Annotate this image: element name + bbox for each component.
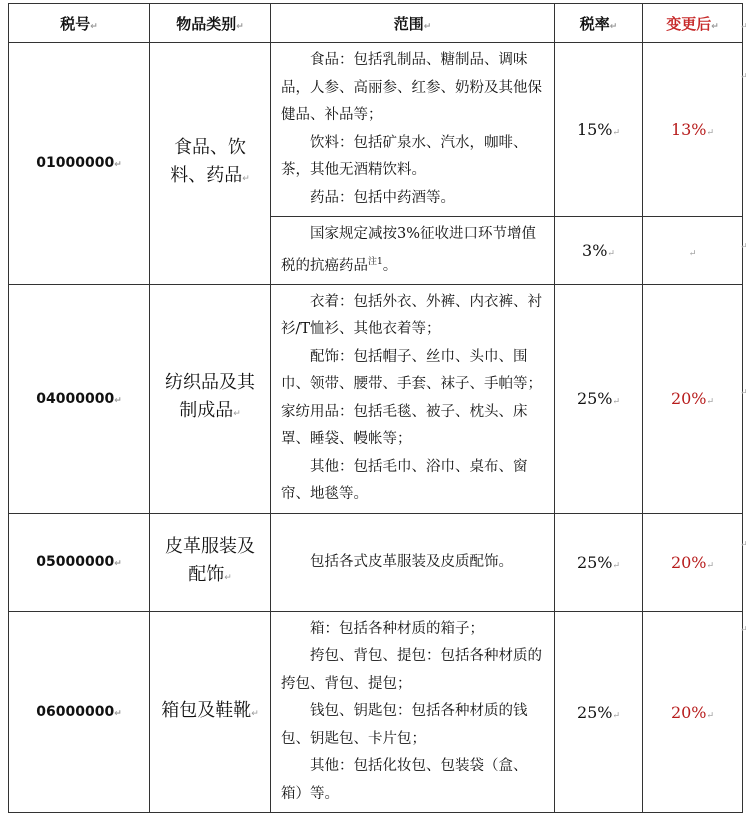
- paragraph-mark-icon: ↵: [224, 572, 232, 583]
- changed-rate-value: 20%: [670, 702, 707, 722]
- paragraph-mark-icon: ↵: [114, 559, 122, 570]
- tax-code: 05000000: [36, 554, 115, 571]
- header-tax-code: [9, 4, 150, 43]
- header-changed: [643, 4, 743, 43]
- paragraph-mark-icon: ↵: [740, 625, 748, 635]
- paragraph-mark-icon: ↵: [706, 128, 715, 138]
- rate-cell: [555, 217, 643, 285]
- tax-rate-table: [8, 3, 743, 813]
- changed-rate-value: 20%: [670, 552, 707, 572]
- scope-line: 挎包、背包、提包：包括各种材质的挎包、背包、提包；: [281, 648, 542, 692]
- changed-rate-cell: [643, 513, 743, 611]
- rate-cell: [555, 513, 643, 611]
- rate-value: 3%: [582, 240, 608, 260]
- table-row: [9, 284, 743, 513]
- paragraph-mark-icon: ↵: [423, 21, 432, 32]
- scope-cell: [271, 43, 555, 217]
- scope-cell: [271, 217, 555, 285]
- paragraph-mark-icon: ↵: [740, 72, 748, 82]
- header-row: [9, 4, 743, 43]
- tax-code: 04000000: [36, 390, 115, 407]
- header-rate: [555, 4, 643, 43]
- paragraph-mark-icon: ↵: [612, 560, 621, 571]
- paragraph-mark-icon: ↵: [740, 540, 748, 550]
- header-scope-label: 范围: [393, 14, 424, 33]
- category-cell: [150, 43, 271, 285]
- changed-rate-cell: [643, 611, 743, 813]
- category-cell: [150, 611, 271, 813]
- table-row: [9, 513, 743, 611]
- paragraph-mark-icon: ↵: [706, 560, 715, 571]
- header-category-label: 物品类别: [176, 14, 237, 33]
- header-tax-code-label: 税号: [60, 14, 91, 33]
- category-label: 箱包及鞋靴: [161, 699, 252, 721]
- tax-code-cell: [9, 611, 150, 813]
- scope-line: 钱包、钥匙包：包括各种材质的钱包、钥匙包、卡片包；: [281, 703, 528, 747]
- changed-rate-cell: [643, 43, 743, 217]
- paragraph-mark-icon: ↵: [242, 173, 250, 184]
- paragraph-mark-icon: ↵: [740, 22, 748, 32]
- paragraph-mark-icon: ↵: [236, 21, 244, 32]
- paragraph-mark-icon: ↵: [607, 248, 615, 259]
- category-label: 纺织品及其制成品: [165, 372, 255, 422]
- header-changed-label: 变更后: [666, 14, 712, 33]
- paragraph-mark-icon: ↵: [233, 409, 241, 420]
- changed-rate-cell: [643, 217, 743, 285]
- scope-cell: [271, 513, 555, 611]
- scope-text: 国家规定减按3%征收进口环节增值税的抗癌药品: [281, 226, 537, 274]
- paragraph-mark-icon: ↵: [114, 160, 122, 171]
- scope-line: 其他：包括毛巾、浴巾、桌布、窗帘、地毯等。: [281, 458, 528, 503]
- scope-cell: [271, 611, 555, 813]
- tax-code-cell: [9, 43, 150, 285]
- scope-line: 食品：包括乳制品、糖制品、调味品，人参、高丽参、红参、奶粉及其他保健品、补品等；: [281, 52, 542, 123]
- tax-code-cell: [9, 284, 150, 513]
- paragraph-mark-icon: ↵: [612, 397, 621, 408]
- paragraph-mark-icon: ↵: [612, 710, 621, 721]
- rate-value: 25%: [576, 389, 613, 409]
- paragraph-mark-icon: ↵: [90, 21, 98, 32]
- paragraph-mark-icon: ↵: [251, 708, 259, 719]
- tax-code-cell: [9, 513, 150, 611]
- paragraph-mark-icon: ↵: [711, 21, 719, 32]
- changed-rate-value: 13%: [670, 120, 707, 139]
- scope-line: 包括各式皮革服装及皮质配饰。: [310, 553, 513, 570]
- footnote-mark: 注1: [368, 256, 383, 267]
- scope-line: 其他：包括化妆包、包装袋（盒、箱）等。: [281, 758, 528, 802]
- header-rate-label: 税率: [579, 14, 610, 33]
- scope-text-end: 。: [382, 257, 398, 274]
- category-label: 食品、饮料、药品: [170, 136, 246, 186]
- rate-value: 15%: [576, 120, 613, 139]
- scope-line: 配饰：包括帽子、丝巾、头巾、围巾、领带、腰带、手套、袜子、手帕等；家纺用品：包括毛毯、被子、枕头、床罩、睡袋、幔帐等；: [281, 348, 542, 448]
- paragraph-mark-icon: ↵: [740, 388, 748, 398]
- category-label: 皮革服装及配饰: [165, 535, 255, 585]
- tariff-document: [8, 3, 742, 802]
- paragraph-mark-icon: ↵: [612, 128, 621, 138]
- paragraph-mark-icon: ↵: [114, 395, 122, 406]
- rate-value: 25%: [576, 702, 613, 722]
- category-cell: [150, 513, 271, 611]
- rate-cell: [555, 611, 643, 813]
- margin-paragraph-marks: [740, 0, 750, 794]
- scope-cell: [271, 284, 555, 513]
- changed-rate-value: 20%: [670, 389, 707, 409]
- category-cell: [150, 284, 271, 513]
- tax-code: 01000000: [36, 155, 115, 172]
- scope-line: [281, 221, 544, 280]
- paragraph-mark-icon: ↵: [609, 21, 618, 32]
- scope-line: 箱：包括各种材质的箱子；: [310, 620, 484, 637]
- rate-cell: [555, 43, 643, 217]
- rate-cell: [555, 284, 643, 513]
- header-category: [150, 4, 271, 43]
- paragraph-mark-icon: ↵: [114, 709, 122, 720]
- rate-value: 25%: [576, 552, 613, 572]
- scope-line: 衣着：包括外衣、外裤、内衣裤、衬衫/T恤衫、其他衣着等；: [281, 293, 542, 338]
- paragraph-mark-icon: ↵: [706, 397, 715, 408]
- paragraph-mark-icon: ↵: [740, 242, 748, 252]
- table-row: [9, 611, 743, 813]
- scope-line: 药品：包括中药酒等。: [310, 189, 455, 206]
- paragraph-mark-icon: ↵: [706, 710, 715, 721]
- scope-line: 饮料：包括矿泉水、汽水，咖啡、茶，其他无酒精饮料。: [281, 134, 528, 178]
- table-row: [9, 43, 743, 217]
- header-scope: [271, 4, 555, 43]
- tax-code: 06000000: [36, 704, 115, 721]
- paragraph-mark-icon: ↵: [688, 248, 697, 259]
- changed-rate-cell: [643, 284, 743, 513]
